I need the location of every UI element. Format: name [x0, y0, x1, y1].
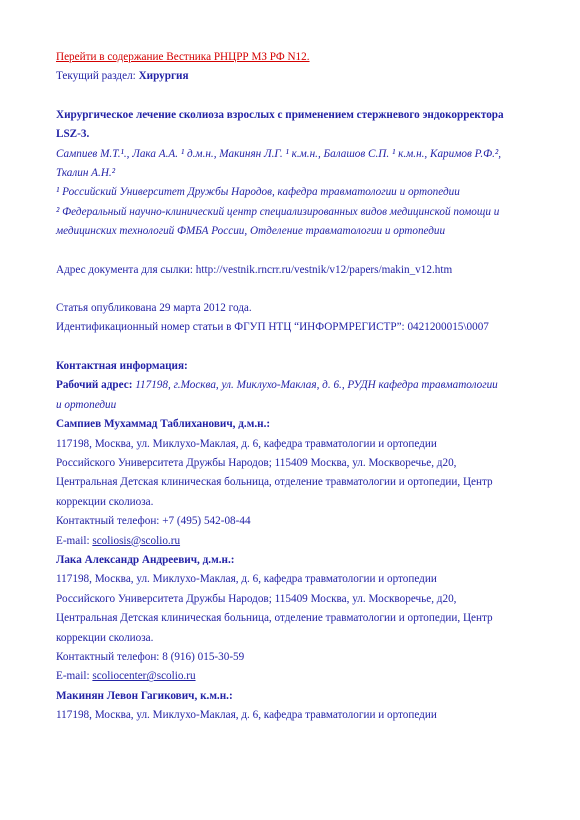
contact-address-line: Центральная Детская клиническая больница, отделение травматологии и ортопедии, Центр	[56, 476, 493, 489]
contact-address-line: Российского Университета Дружбы Народов; 115409 Москва, ул. Москворечье, д20,	[56, 456, 457, 469]
contact-address-line: коррекции сколиоза.	[56, 495, 154, 508]
contact-address-line: Российского Университета Дружбы Народов; 115409 Москва, ул. Москворечье, д20,	[56, 592, 457, 605]
email-link[interactable]: scoliocenter@scolio.ru	[92, 670, 196, 683]
contact-email	[56, 532, 556, 551]
work-address-value-cont: и ортопедии	[56, 398, 117, 411]
contact-address-line: 117198, Москва, ул. Миклухо-Маклая, д. 6, кафедра травматологии и ортопедии	[56, 709, 437, 722]
contact-person-name: Макинян Левон Гагикович, к.м.н.:	[56, 689, 233, 702]
section-label: Текущий раздел:	[56, 70, 136, 83]
contact-address-line: коррекции сколиоза.	[56, 631, 154, 644]
contact-email	[56, 667, 556, 686]
affiliation-2-line1: ² Федеральный научно-клинический центр специализированных видов медицинской помощи и	[56, 205, 500, 218]
contact-phone: Контактный телефон: +7 (495) 542-08-44	[56, 515, 251, 528]
email-label: E-mail:	[56, 670, 93, 683]
affiliation-1: ¹ Российский Университет Дружбы Народов, кафедра травматологии и ортопедии	[56, 186, 460, 199]
contents-link[interactable]: Перейти в содержание Вестника РНЦРР МЗ РФ N12.	[56, 51, 310, 63]
article-title-line1: Хирургическое лечение сколиоза взрослых с применением стержневого эндокорректора	[56, 108, 504, 121]
email-link[interactable]: scoliosis@scolio.ru	[92, 534, 181, 547]
work-address-label: Рабочий адрес:	[56, 379, 133, 392]
section-value: Хирургия	[138, 70, 189, 83]
contact-heading: Контактная информация:	[56, 359, 188, 372]
email-label: E-mail:	[56, 534, 93, 547]
document-page	[56, 48, 556, 726]
contact-address-line: 117198, Москва, ул. Миклухо-Маклая, д. 6, кафедра травматологии и ортопедии	[56, 437, 437, 450]
article-title-line2: LSZ-3.	[56, 128, 90, 141]
current-section	[56, 67, 556, 86]
work-address-value: 117198, г.Москва, ул. Миклухо-Маклая, д. 6., РУДН кафедра травматологии	[135, 379, 498, 392]
authors-line2: Ткалин А.Н.²	[56, 167, 116, 180]
contact-person-name: Лака Александр Андреевич, д.м.н.:	[56, 553, 235, 566]
published-date: Статья опубликована 29 марта 2012 года.	[56, 302, 252, 315]
document-address: Адрес документа для сылки: http://vestnik.rncrr.ru/vestnik/v12/papers/makin_v12.htm	[56, 263, 453, 276]
authors-line1: Сампиев М.Т.¹., Лака А.А. ¹ д.м.н., Макинян Л.Г. ¹ к.м.н., Балашов С.П. ¹ к.м.н., Каримов Р.Ф.²,	[56, 147, 502, 160]
article-identifier: Идентификационный номер статьи в ФГУП НТЦ “ИНФОРМРЕГИСТР”: 0421200015\0007	[56, 321, 489, 334]
affiliation-2-line2: медицинских технологий ФМБА России, Отделение травматологии и ортопедии	[56, 225, 446, 238]
contact-address-line: Центральная Детская клиническая больница, отделение травматологии и ортопедии, Центр	[56, 612, 493, 625]
work-address	[56, 376, 556, 395]
contact-address-line: 117198, Москва, ул. Миклухо-Маклая, д. 6, кафедра травматологии и ортопедии	[56, 573, 437, 586]
contact-person-name: Сампиев Мухаммад Таблиханович, д.м.н.:	[56, 418, 271, 431]
contact-phone: Контактный телефон: 8 (916) 015-30-59	[56, 650, 245, 663]
